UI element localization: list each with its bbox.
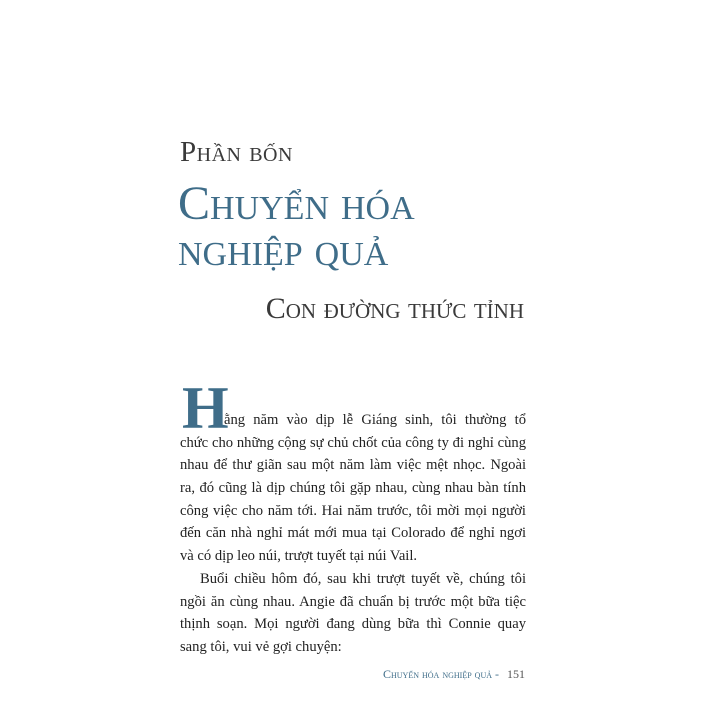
- text-line: sang tôi, vui vẻ gợi chuyện:: [180, 639, 342, 656]
- text-line: công việc cho năm tới. Hai năm trước, tôi mời mọi người: [180, 502, 526, 519]
- chapter-title-line-1: Chuyển hóa: [178, 177, 415, 230]
- paragraph-2: [180, 568, 526, 659]
- text-line: chức cho những cộng sự chủ chốt của công ty đi nghỉ cùng: [180, 434, 526, 451]
- page-footer: [383, 667, 525, 682]
- text-line: và có dịp leo núi, trượt tuyết tại núi Vail.: [180, 548, 418, 565]
- text-line: thịnh soạn. Mọi người đang dùng bữa thì Connie quay: [180, 616, 526, 633]
- chapter-subtitle: Con đường thức tỉnh: [265, 292, 524, 325]
- text-line: nhau để thư giãn sau một năm làm việc mệt nhọc. Ngoài: [180, 457, 526, 474]
- running-title: Chuyển hóa nghiệp quả -: [383, 667, 499, 681]
- paragraph-1: [180, 375, 526, 568]
- text-line: Buổi chiều hôm đó, sau khi trượt tuyết về, chúng tôi: [200, 571, 526, 587]
- page-number: 151: [507, 667, 525, 681]
- chapter-title-line-2: nghiệp quả: [178, 223, 389, 276]
- text-line: đến căn nhà nghỉ mát mới mua tại Colorado để nghỉ ngơi: [180, 525, 526, 542]
- drop-cap: H: [182, 375, 229, 441]
- part-heading: Phần bốn: [180, 136, 293, 168]
- text-line: ra, đó cũng là dịp chúng tôi gặp nhau, cùng nhau bàn tính: [180, 480, 526, 497]
- text-line: ằng năm vào dịp lễ Giáng sinh, tôi thường tổ: [224, 412, 526, 428]
- text-line: ngồi ăn cùng nhau. Angie đã chuẩn bị trước một bữa tiệc: [180, 593, 526, 610]
